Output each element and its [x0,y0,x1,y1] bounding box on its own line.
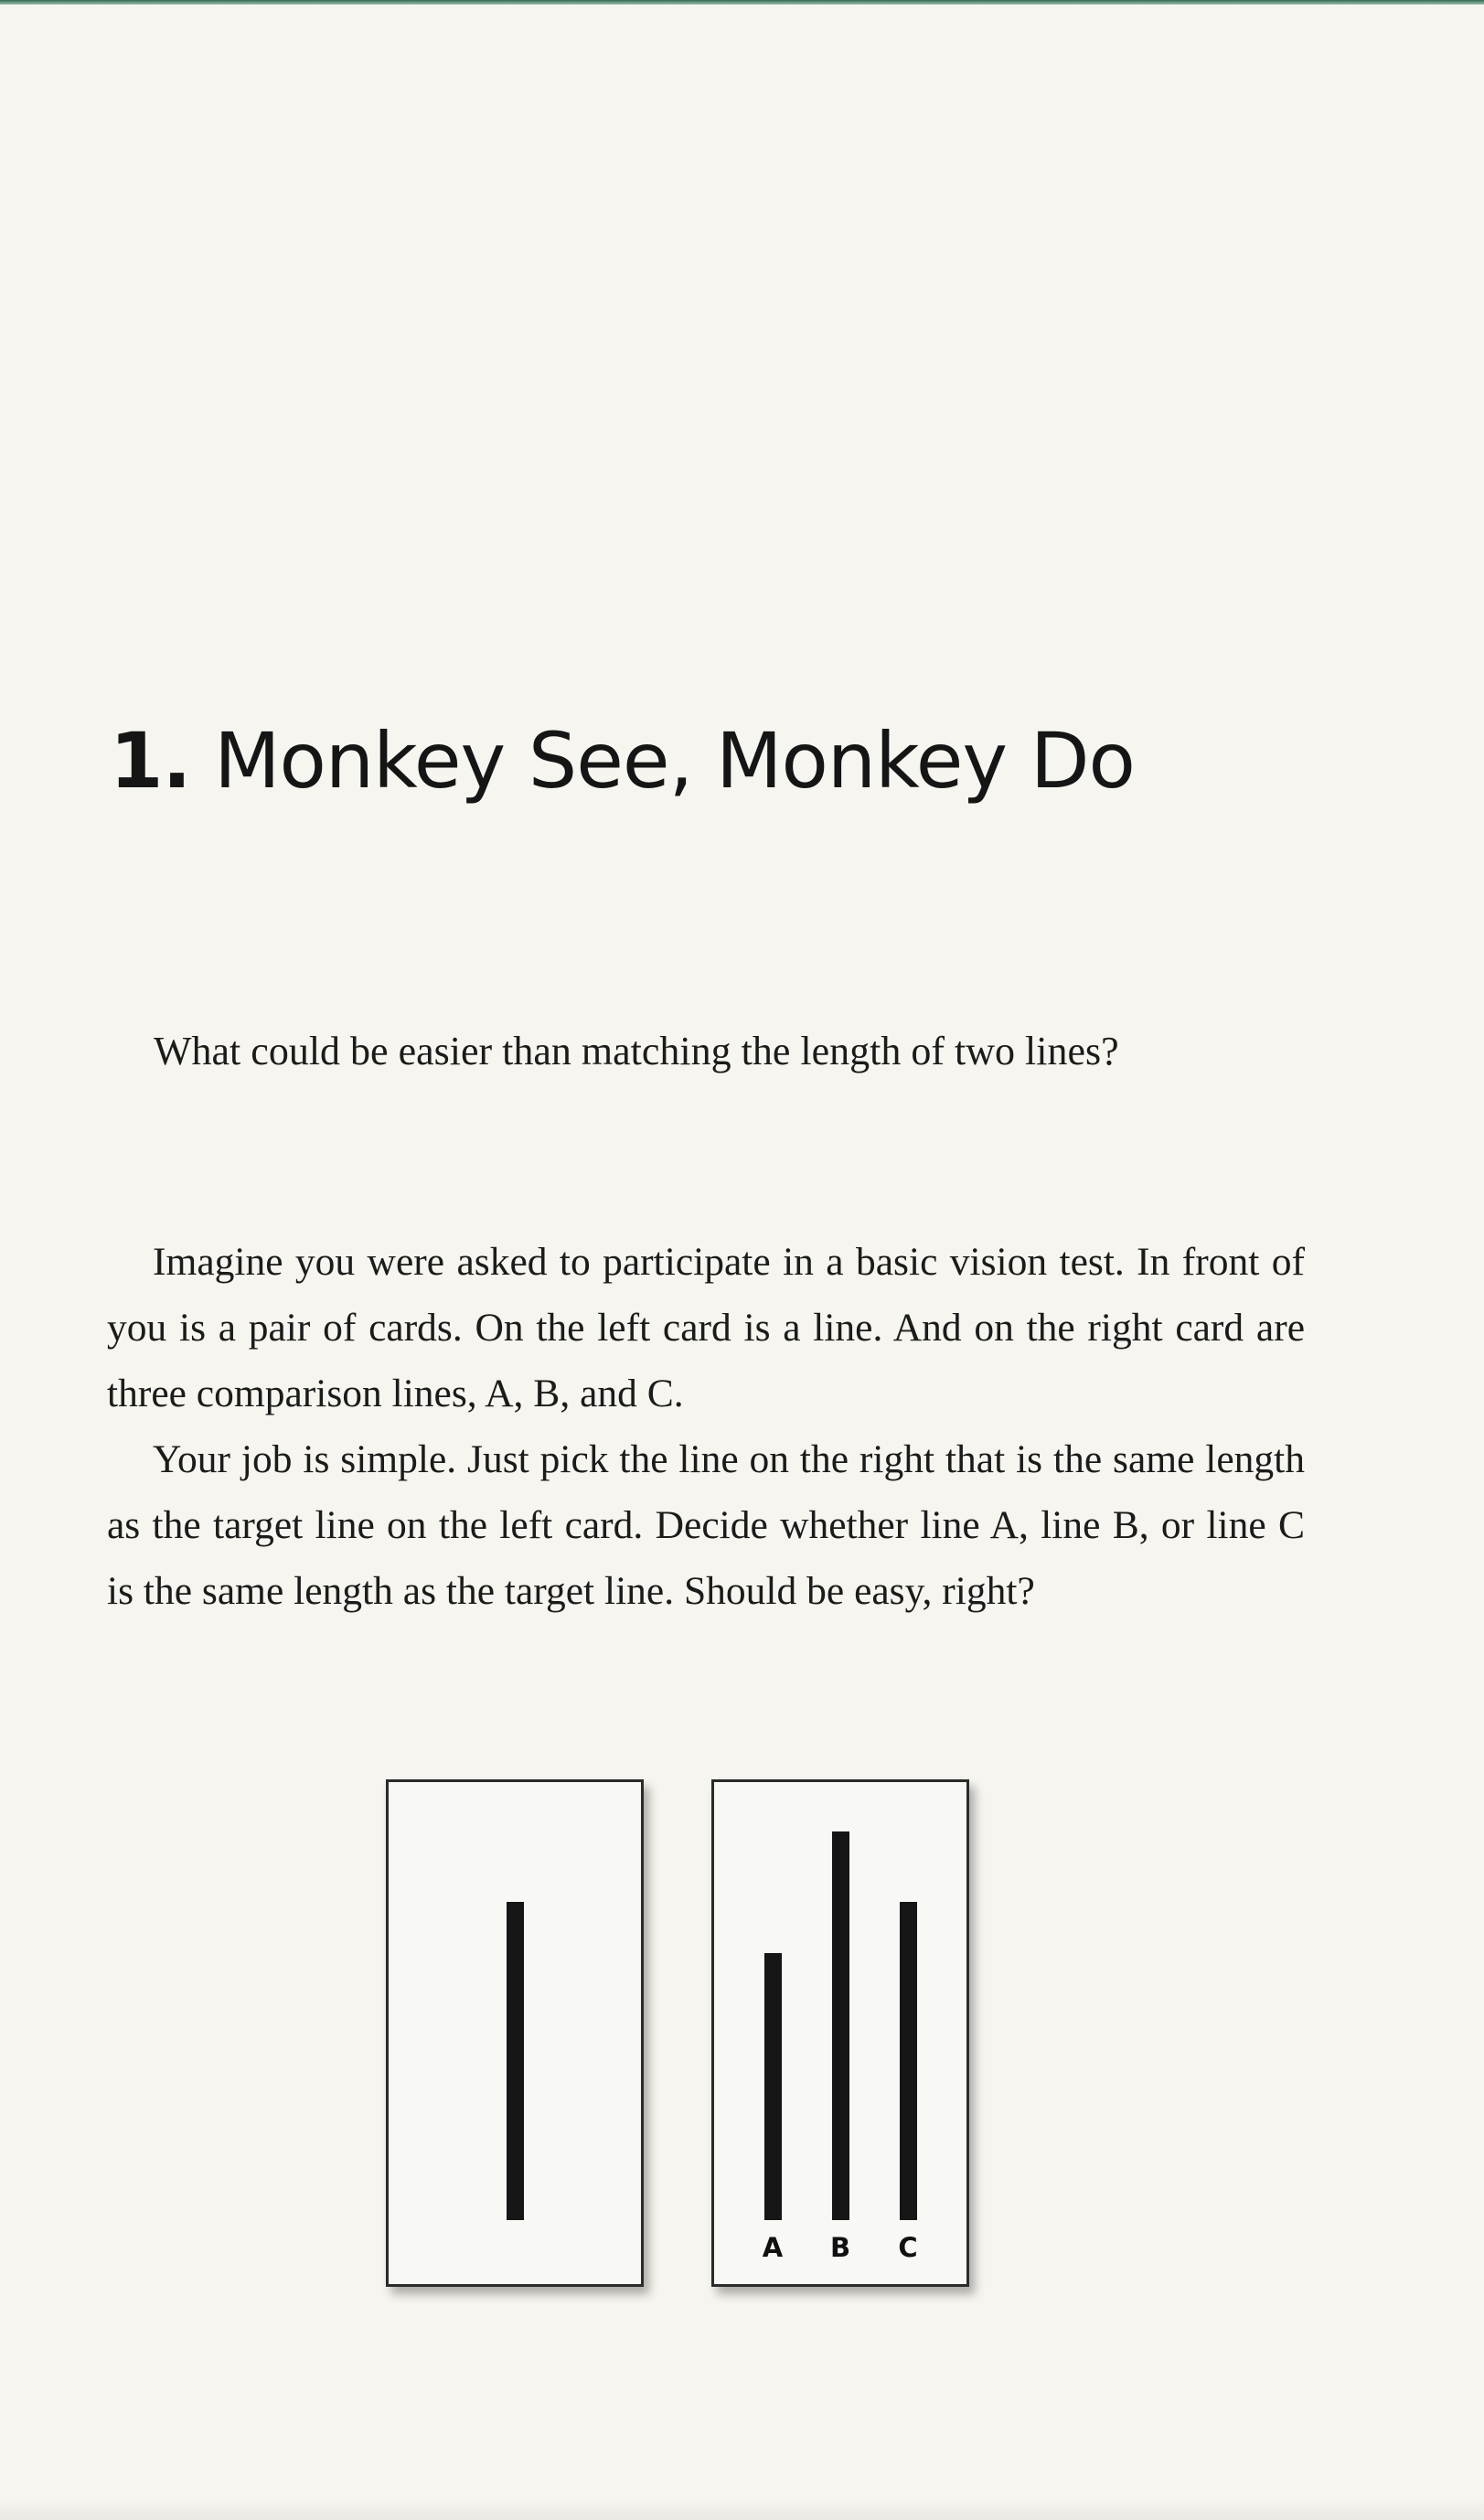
paragraph: Imagine you were asked to participate in a basic vision test. In front of you is a pair of cards. On the left card is a line. And on the right card are three comparison lines, A, B, and C. [107,1240,1305,1415]
chapter-number: 1. [110,716,191,806]
epigraph: What could be easier than matching the length of two lines? [154,1029,1119,1073]
page-bottom-shade [0,2498,1484,2520]
body-text [107,1229,1305,1624]
comparison-line-a [764,1953,782,2220]
target-line [507,1902,524,2220]
comparison-label-b: B [829,2232,851,2263]
comparison-line-c [900,1902,917,2220]
comparison-card [711,1779,969,2287]
page-top-edge [0,0,1484,5]
chapter-title [110,716,1135,806]
target-card [386,1779,644,2287]
chapter-title-text: Monkey See, Monkey Do [214,716,1135,806]
paragraph: Your job is simple. Just pick the line on the right that is the same length as the target line on the left card. Decide whether line A, line B, or line C is the same length as the target line. Should be easy, right? [107,1437,1305,1613]
comparison-line-b [832,1831,849,2220]
comparison-label-a: A [762,2232,784,2263]
comparison-label-c: C [898,2232,918,2263]
